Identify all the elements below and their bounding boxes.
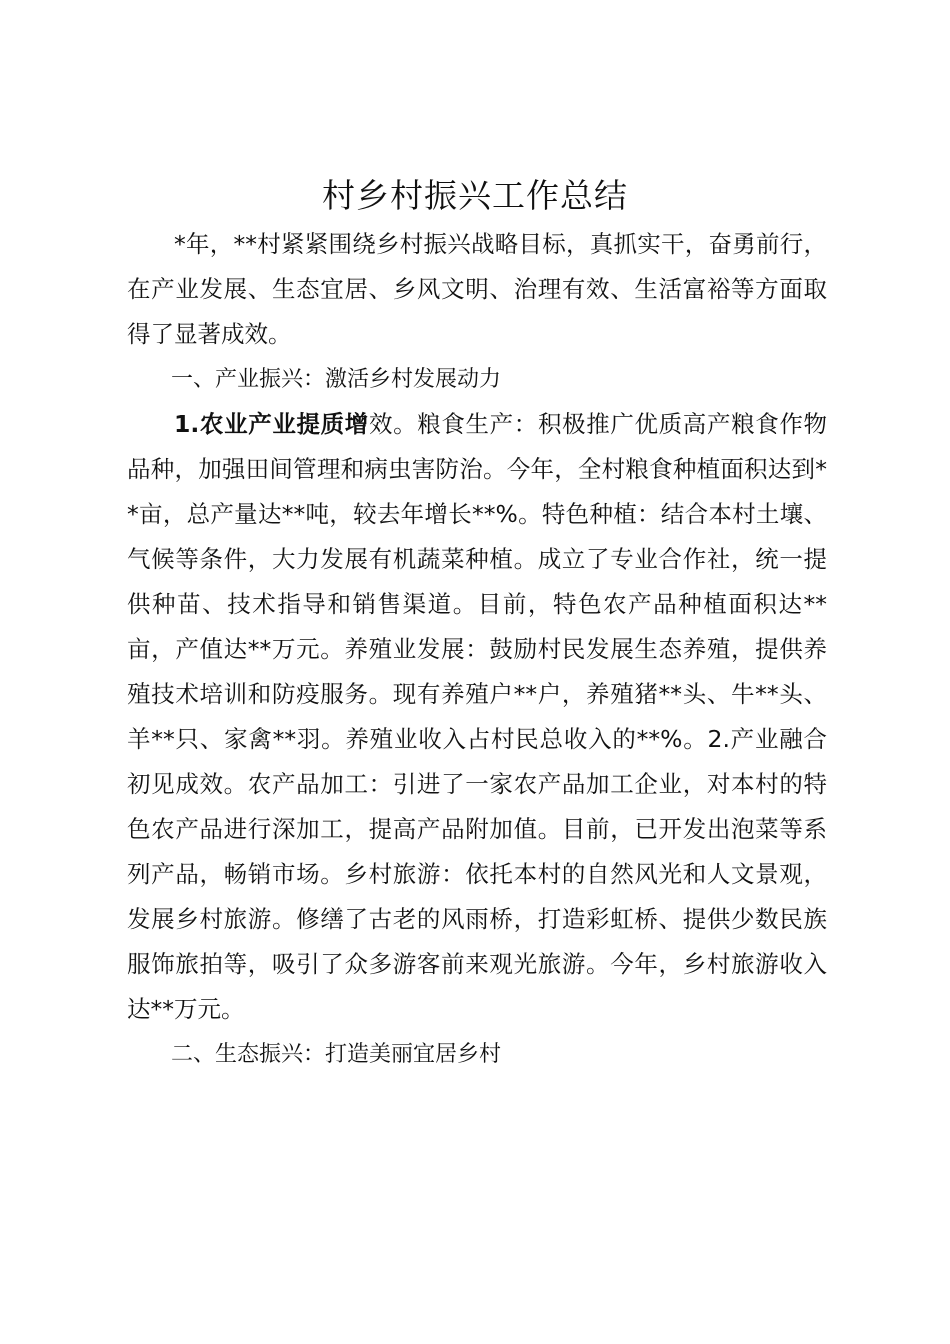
document-body [127,222,827,1077]
section-2-heading: 二、生态振兴：打造美丽宜居乡村 [171,1042,502,1067]
section-1-paragraph [127,402,827,1032]
section-1-body: 效。粮食生产：积极推广优质高产粮食作物品种，加强田间管理和病虫害防治。今年，全村粮食种植面积达到**亩，总产量达**吨，较去年增长**%。特色种植：结合本村土壤、气候等条件，大力发展有机蔬菜种植。成立了专业合作社，统一提供种苗、技术指导和销售渠道。目前，特色农产品种植面积达**亩，产值达**万元。养殖业发展：鼓励村民发展生态养殖，提供养殖技术培训和防疫服务。现有养殖户**户，养殖猪**头、牛**头、羊**只、家禽**羽。养殖业收入占村民总收入的**%。2.产业融合初见成效。农产品加工：引进了一家农产品加工企业，对本村的特色农产品进行深加工，提高产品附加值。目前，已开发出泡菜等系列产品，畅销市场。乡村旅游：依托本村的自然风光和人文景观，发展乡村旅游。修缮了古老的风雨桥，打造彩虹桥、提供少数民族服饰旅拍等，吸引了众多游客前来观光旅游。今年，乡村旅游收入达**万元。 [127,410,828,1023]
section-1-bold-lead: 1.农业产业提质增 [174,410,369,438]
document-title: 村乡村振兴工作总结 [322,176,628,215]
intro-paragraph: *年，**村紧紧围绕乡村振兴战略目标，真抓实干，奋勇前行，在产业发展、生态宜居、乡风文明、治理有效、生活富裕等方面取得了显著成效。 [127,230,827,348]
section-1-heading: 一、产业振兴：激活乡村发展动力 [171,367,502,392]
